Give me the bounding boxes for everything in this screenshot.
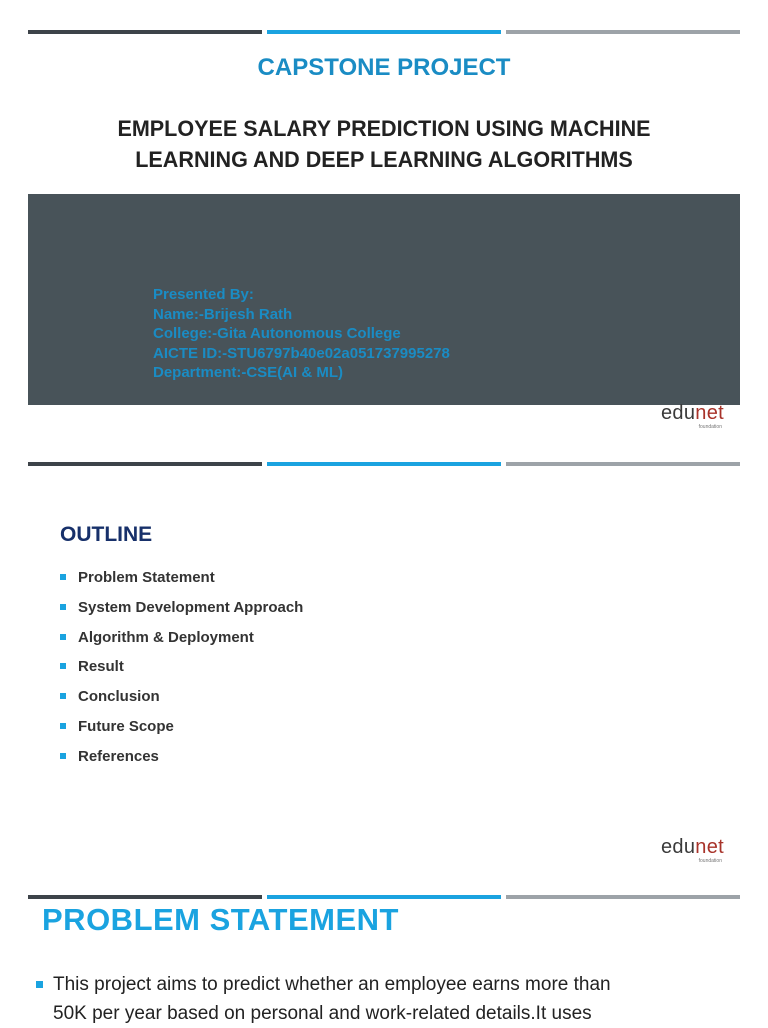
list-item: System Development Approach [60, 598, 303, 628]
presenter-line: Name:-Brijesh Rath [153, 305, 293, 323]
outline-title: OUTLINE [60, 523, 153, 546]
bullet-icon [60, 663, 66, 669]
bullet-icon [60, 693, 66, 699]
top-divider-right [506, 30, 740, 34]
outline-list [60, 568, 303, 777]
divider-center [267, 895, 501, 899]
project-title-line: EMPLOYEE SALARY PREDICTION USING MACHINE [117, 116, 651, 141]
bullet-icon [60, 753, 66, 759]
presenter-line: College:-Gita Autonomous College [153, 325, 401, 342]
presenter-info [153, 285, 450, 383]
edunet-logo [661, 402, 724, 430]
capstone-header: CAPSTONE PROJECT [257, 54, 511, 81]
bullet-icon [60, 634, 66, 640]
bullet-icon [60, 604, 66, 610]
project-title-line: LEARNING AND DEEP LEARNING ALGORITHMS [135, 147, 633, 172]
presenter-line: Presented By: [153, 286, 254, 303]
logo-subtext: foundation [698, 858, 722, 864]
presenter-line: Department:-CSE(AI & ML) [153, 364, 343, 381]
divider-right [506, 895, 740, 899]
problem-statement-title: PROBLEM STATEMENT [42, 902, 399, 937]
bullet-icon [60, 574, 66, 580]
body-line: 50K per year based on personal and work-related details.It uses [53, 1003, 592, 1024]
divider-left [28, 895, 262, 899]
logo-text: edu [661, 402, 696, 424]
list-item: Algorithm & Deployment [60, 628, 303, 658]
divider-right [506, 462, 740, 466]
body-line: This project aims to predict whether an employee earns more than [53, 974, 611, 995]
list-item: Conclusion [60, 687, 303, 717]
project-title [66, 113, 701, 175]
logo-text-accent: net [695, 836, 724, 858]
divider-left [28, 462, 262, 466]
problem-statement-body [36, 970, 726, 1028]
divider-center [267, 462, 501, 466]
top-divider-left [28, 30, 262, 34]
list-item: Result [60, 657, 303, 687]
logo-text-accent: net [695, 402, 724, 424]
list-item: References [60, 747, 303, 777]
presenter-line: AICTE ID:-STU6797b40e02a051737995278 [153, 344, 450, 362]
list-item: Problem Statement [60, 568, 303, 598]
presenter-panel [28, 194, 740, 405]
top-divider-center [267, 30, 501, 34]
edunet-logo [661, 836, 724, 864]
logo-text: edu [661, 836, 696, 858]
bullet-icon [60, 723, 66, 729]
bullet-icon [36, 981, 43, 988]
logo-subtext: foundation [698, 424, 722, 430]
list-item: Future Scope [60, 717, 303, 747]
